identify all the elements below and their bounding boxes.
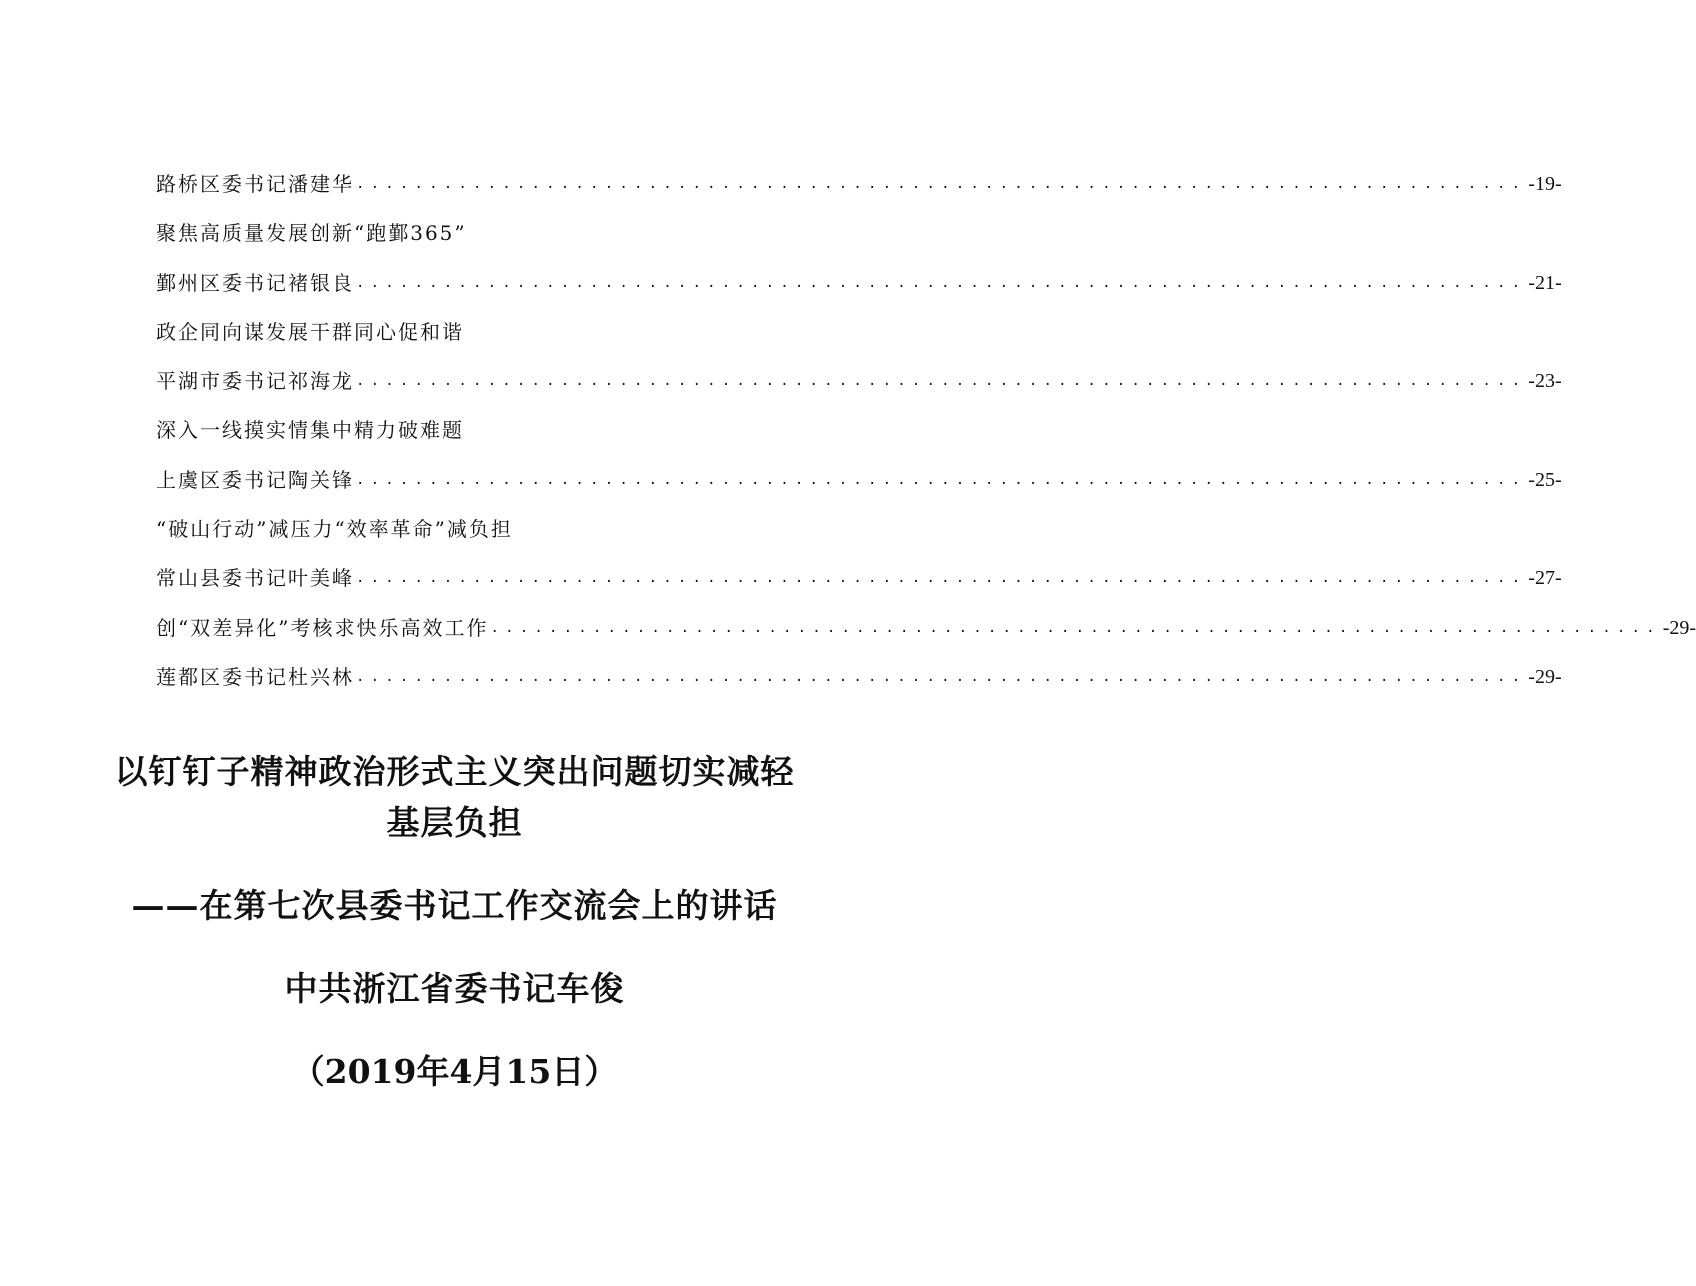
toc-entry-text: 上虞区委书记陶关锋 [156, 467, 354, 492]
toc-entry[interactable] [156, 357, 1562, 406]
toc-entry[interactable] [156, 554, 1562, 603]
article-title-continued: 基层负担 [386, 803, 523, 842]
toc-page-number: -19- [1528, 173, 1562, 195]
table-of-contents [156, 160, 1696, 702]
toc-entry-text: 平湖市委书记祁海龙 [156, 369, 354, 394]
toc-leader-dots: ................................................................................ [490, 619, 1661, 636]
toc-entry[interactable] [156, 259, 1562, 308]
toc-page-number: -25- [1528, 468, 1562, 491]
toc-entry[interactable] [156, 308, 761, 357]
toc-page-number: -23- [1528, 370, 1562, 393]
toc-entry[interactable] [156, 160, 1562, 209]
toc-entry[interactable] [156, 653, 1562, 702]
toc-entry-text: 深入一线摸实情集中精力破难题 [156, 418, 464, 443]
toc-entry[interactable] [156, 456, 1562, 505]
toc-leader-dots: ................................................................................ [356, 471, 1527, 488]
article-author: 中共浙江省委书记车俊 [284, 969, 625, 1008]
toc-entry-text: 莲都区委书记杜兴林 [156, 664, 354, 689]
article-date: （2019年4月15日） [291, 1052, 618, 1091]
article-subtitle: ——在第七次县委书记工作交流会上的讲话 [131, 886, 778, 925]
toc-leader-dots: ................................................................................ [356, 176, 1527, 192]
toc-entry[interactable] [156, 505, 761, 554]
article-title: 以钉钉子精神政治形式主义突出问题切实减轻 [114, 752, 795, 791]
toc-page-number: -29- [1662, 616, 1696, 639]
toc-entry[interactable] [156, 209, 761, 258]
toc-leader-dots: ................................................................................ [356, 373, 1527, 390]
toc-entry-text: “破山行动”减压力“效率革命”减负担 [156, 517, 513, 542]
toc-entry-text: 常山县委书记叶美峰 [156, 566, 354, 591]
toc-entry[interactable] [156, 604, 1696, 653]
toc-entry-text: 创“双差异化”考核求快乐高效工作 [156, 615, 489, 640]
toc-leader-dots: ................................................................................ [356, 570, 1527, 587]
toc-page-number: -21- [1528, 271, 1562, 294]
toc-entry-text: 路桥区委书记潘建华 [156, 172, 354, 196]
toc-entry-text: 聚焦高质量发展创新“跑鄞365” [156, 221, 467, 246]
toc-entry-text: 鄞州区委书记褚银良 [156, 270, 354, 295]
toc-page-number: -27- [1528, 567, 1562, 590]
toc-entry[interactable] [156, 406, 761, 455]
toc-leader-dots: ................................................................................ [356, 274, 1527, 291]
toc-leader-dots: ................................................................................ [356, 668, 1527, 685]
toc-entry-text: 政企同向谋发展干群同心促和谐 [156, 319, 464, 344]
toc-page-number: -29- [1528, 665, 1562, 688]
